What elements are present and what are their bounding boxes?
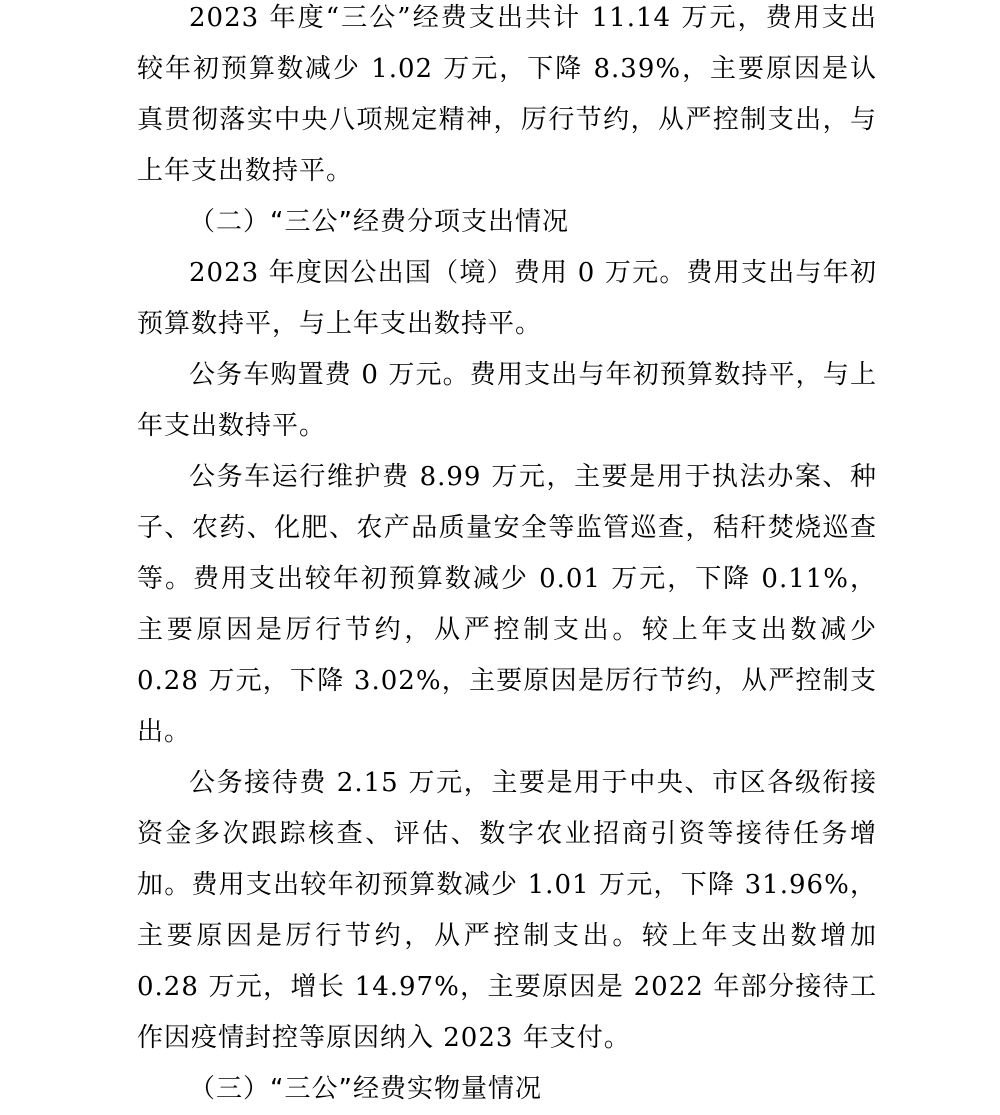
paragraph-official-reception: 公务接待费 2.15 万元，主要是用于中央、市区各级衔接资金多次跟踪核查、评估、数字农业招商引资等接待任务增加。费用支出较年初预算数减少 1.01 万元，下降 31.96%，主要原因是厉行节约，从严控制支出。较上年支出数增加 0.28 万元，增长 14.97%，主要原因是 2022 年部分接待工作因疫情封控等原因纳入 2023 年支付。 xyxy=(137,768,877,1053)
section-heading-itemized-expenditure: （二）“三公”经费分项支出情况 xyxy=(189,207,569,237)
paragraph-total-expenditure: 2023 年度“三公”经费支出共计 11.14 万元，费用支出较年初预算数减少 1.02 万元，下降 8.39%，主要原因是认真贯彻落实中央八项规定精神，厉行节约，从严控制支出，与上年支出数持平。 xyxy=(137,3,877,186)
paragraph-vehicle-maintenance: 公务车运行维护费 8.99 万元，主要是用于执法办案、种子、农药、化肥、农产品质量安全等监管巡查，秸秆焚烧巡查等。费用支出较年初预算数减少 0.01 万元，下降 0.11%，主要原因是厉行节约，从严控制支出。较上年支出数减少 0.28 万元，下降 3.02%，主要原因是厉行节约，从严控制支出。 xyxy=(137,462,877,747)
paragraph-vehicle-purchase: 公务车购置费 0 万元。费用支出与年初预算数持平，与上年支出数持平。 xyxy=(137,360,877,441)
document-page xyxy=(137,0,877,1104)
section-heading-physical-quantity: （三）“三公”经费实物量情况 xyxy=(189,1074,542,1104)
paragraph-overseas-travel: 2023 年度因公出国（境）费用 0 万元。费用支出与年初预算数持平，与上年支出数持平。 xyxy=(137,258,877,339)
